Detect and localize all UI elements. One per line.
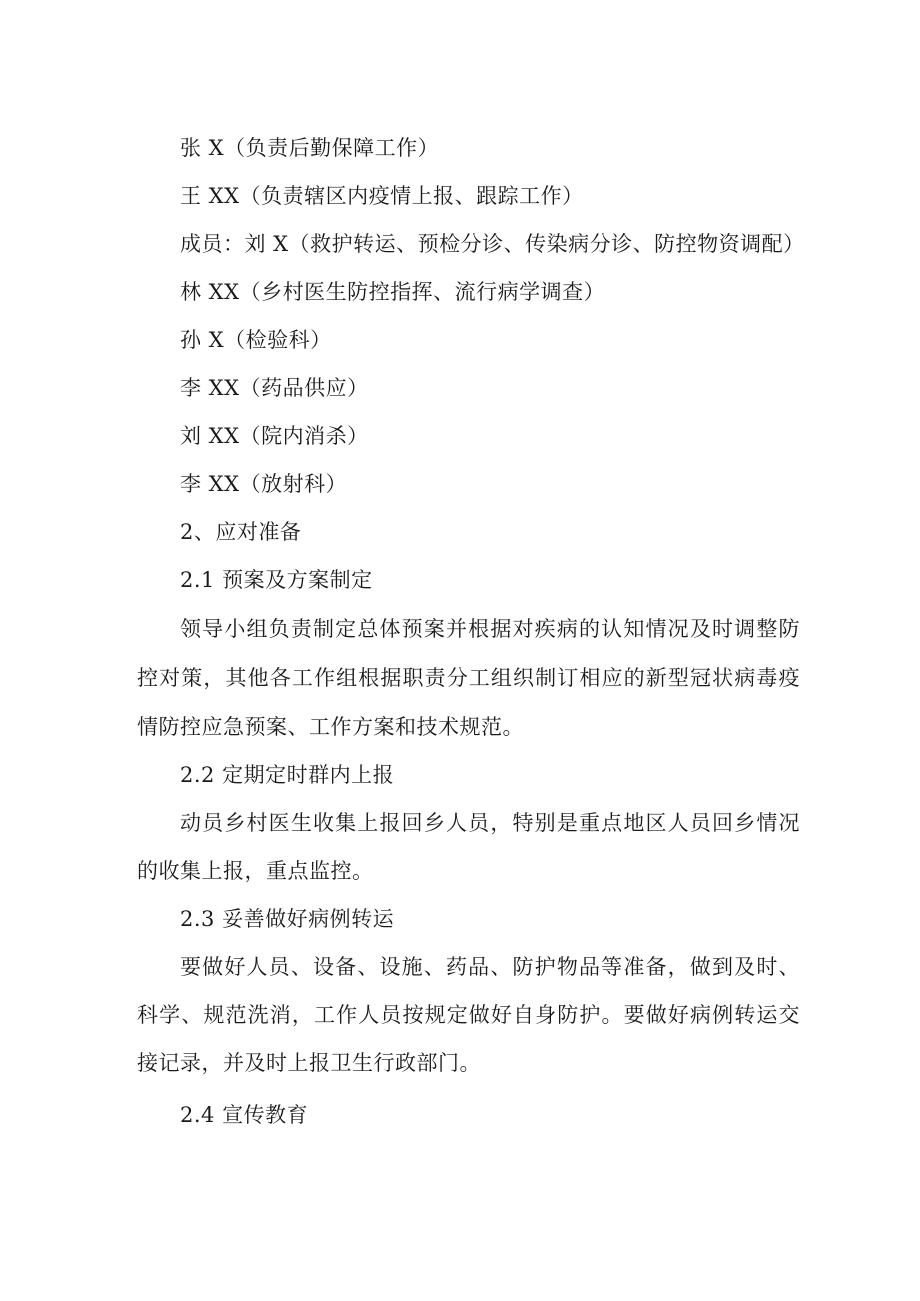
- section-heading: 2、应对准备: [180, 520, 302, 544]
- paragraph-line: 领导小组负责制定总体预案并根据对疾病的认知情况及时调整防: [180, 617, 800, 641]
- member-line: 林 XX（乡村医生防控指挥、流行病学调查）: [180, 280, 606, 304]
- subsection-heading: 2.1 预案及方案制定: [180, 568, 373, 592]
- member-line: 张 X（负责后勤保障工作）: [180, 136, 440, 160]
- subsection-heading: 2.2 定期定时群内上报: [180, 763, 395, 787]
- subsection-heading: 2.4 宣传教育: [180, 1103, 309, 1127]
- paragraph-line: 要做好人员、设备、设施、药品、防护物品等准备，做到及时、: [180, 955, 800, 979]
- member-line: 成员：刘 X（救护转运、预检分诊、传染病分诊、防控物资调配）: [180, 232, 805, 256]
- paragraph-line: 动员乡村医生收集上报回乡人员，特别是重点地区人员回乡情况: [180, 811, 800, 835]
- paragraph-line: 科学、规范洗消，工作人员按规定做好自身防护。要做好病例转运交: [137, 1003, 800, 1027]
- paragraph-line: 的收集上报，重点监控。: [137, 859, 374, 883]
- member-line: 李 XX（放射科）: [180, 472, 348, 496]
- member-line: 李 XX（药品供应）: [180, 376, 369, 400]
- member-line: 孙 X（检验科）: [180, 328, 332, 352]
- member-line: 王 XX（负责辖区内疫情上报、跟踪工作）: [180, 184, 584, 208]
- paragraph-line: 控对策，其他各工作组根据职责分工组织制订相应的新型冠状病毒疫: [137, 666, 800, 690]
- paragraph-line: 情防控应急预案、工作方案和技术规范。: [137, 715, 524, 739]
- member-line: 刘 XX（院内消杀）: [180, 424, 369, 448]
- paragraph-line: 接记录，并及时上报卫生行政部门。: [137, 1051, 481, 1075]
- subsection-heading: 2.3 妥善做好病例转运: [180, 907, 395, 931]
